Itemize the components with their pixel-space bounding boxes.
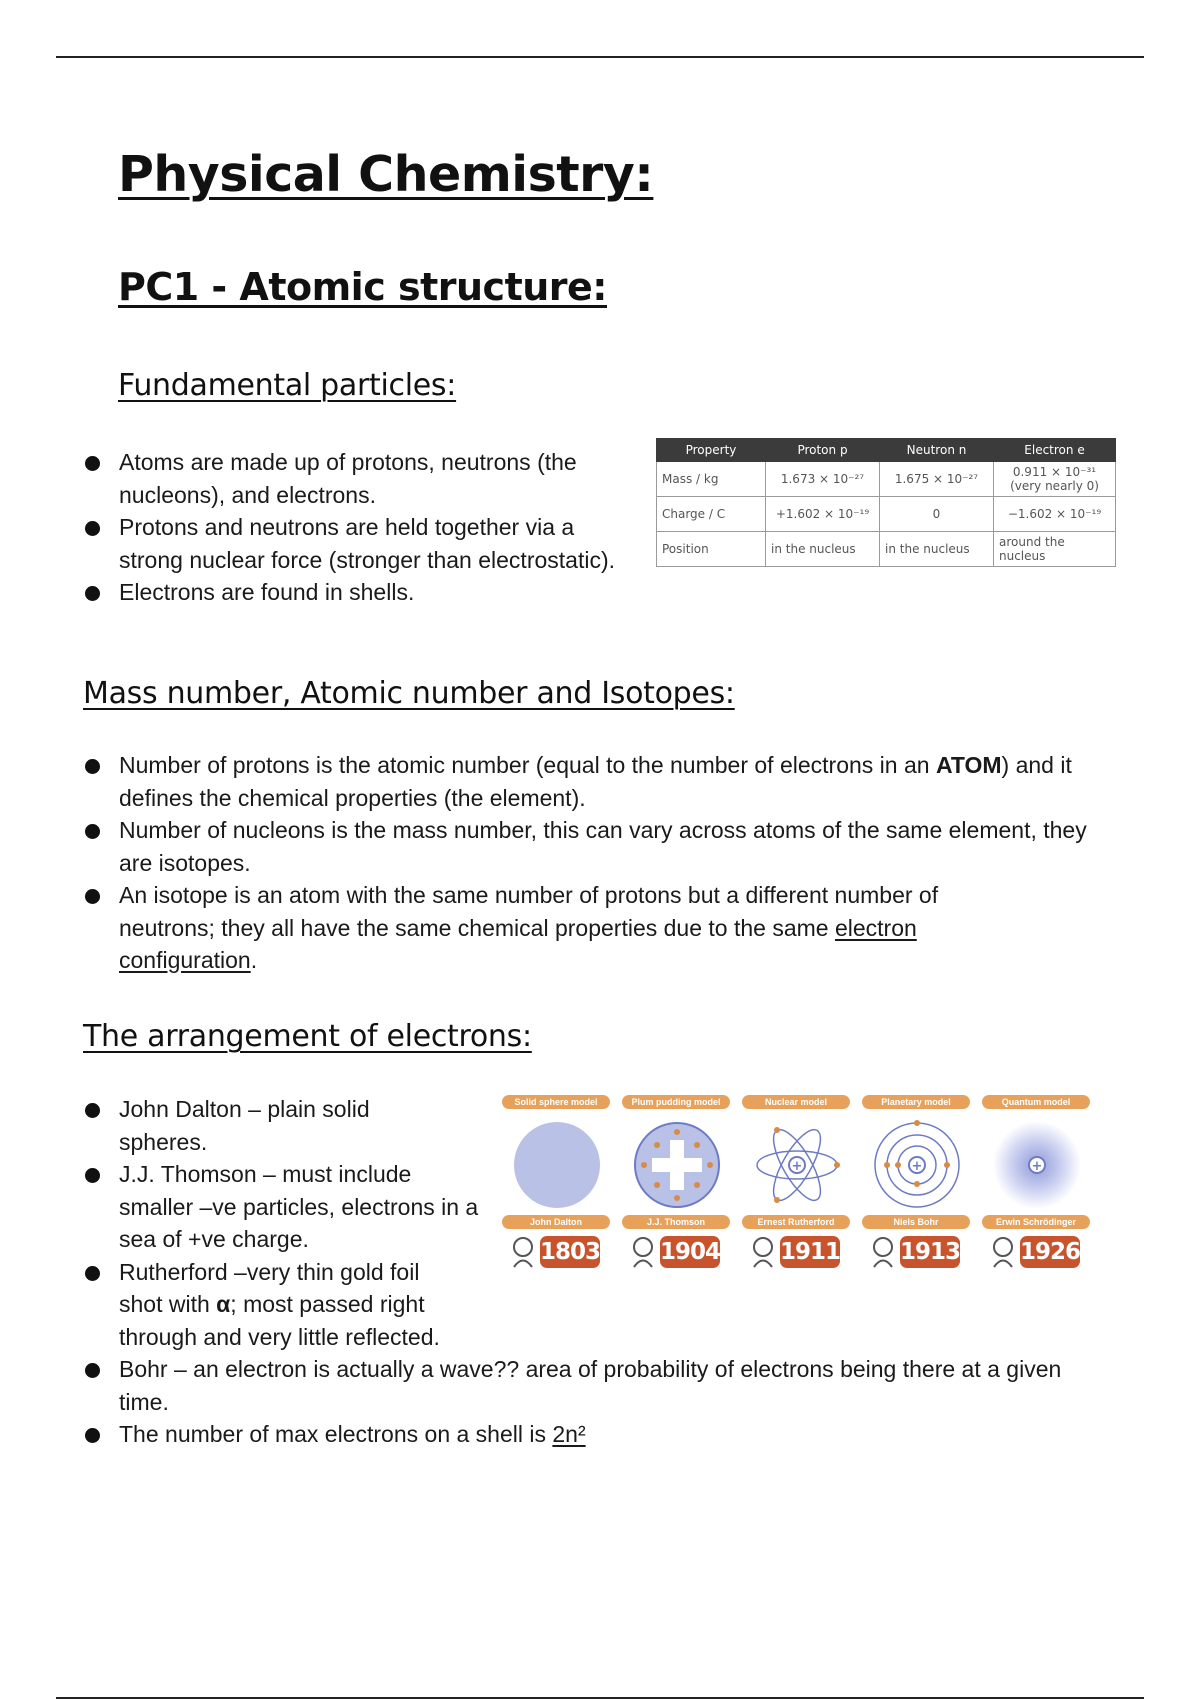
list-item: Number of nucleons is the mass number, this can vary across atoms of the same element, they are isotopes.	[85, 814, 1125, 879]
list-item: John Dalton – plain solid spheres.	[85, 1093, 485, 1158]
text-segment: An isotope is an atom with the same number of protons but a different number of neutrons; they all have the same chemical properties due to the same	[119, 882, 939, 941]
list-item: J.J. Thomson – must include smaller –ve particles, electrons in a sea of +ve charge.	[85, 1158, 485, 1256]
mass-bullets	[85, 749, 1125, 977]
page-subtitle: PC1 - Atomic structure:	[118, 265, 607, 309]
svg-text:+: +	[1031, 1159, 1043, 1174]
table-cell: Charge / C	[657, 497, 766, 532]
scientist-portrait-icon	[870, 1234, 896, 1268]
top-rule	[56, 56, 1144, 58]
list-item: Atoms are made up of protons, neutrons (the nucleons), and electrons.	[85, 446, 625, 511]
text-segment: Number of protons is the atomic number (equal to the number of electrons in an	[119, 752, 936, 778]
bold-term: ATOM	[935, 752, 1002, 778]
list-item: Bohr – an electron is actually a wave?? area of probability of electrons being there at a given time.	[85, 1353, 1075, 1418]
heading-fundamental-particles: Fundamental particles:	[118, 368, 457, 403]
heading-mass-number: Mass number, Atomic number and Isotopes:	[83, 676, 735, 711]
formula: 2n²	[552, 1421, 586, 1447]
scientist-portrait-icon	[510, 1234, 536, 1268]
underlined-term: electron configuration	[119, 914, 917, 973]
model-label: Solid sphere model	[502, 1095, 610, 1109]
scientist-label: John Dalton	[502, 1215, 610, 1229]
table-header-row	[657, 439, 1116, 462]
arrangement-bullets-narrow	[85, 1093, 485, 1353]
model-label: Nuclear model	[742, 1095, 850, 1109]
table-cell: Mass / kg	[657, 462, 766, 497]
text-segment: ) and it defines the chemical properties (the element).	[119, 752, 1072, 811]
list-item	[85, 879, 1125, 977]
table-cell: +1.602 × 10⁻¹⁹	[766, 497, 880, 532]
table-cell: around the nucleus	[994, 532, 1116, 567]
model-label: Planetary model	[862, 1095, 970, 1109]
particle-table	[656, 438, 1116, 567]
table-cell: 1.673 × 10⁻²⁷	[766, 462, 880, 497]
atomic-models-figure	[496, 1090, 1100, 1280]
list-item	[85, 749, 1125, 814]
year-badge: 1803	[540, 1236, 600, 1268]
table-cell: in the nucleus	[880, 532, 994, 567]
table-cell: Position	[657, 532, 766, 567]
scientist-label: Erwin Schrödinger	[982, 1215, 1090, 1229]
alpha-symbol: α	[216, 1291, 231, 1317]
fundamental-bullets	[85, 446, 625, 609]
page-title: Physical Chemistry:	[118, 146, 654, 203]
table-row	[657, 462, 1116, 497]
column-header: Property	[657, 439, 766, 462]
model-label: Quantum model	[982, 1095, 1090, 1109]
table-cell: −1.602 × 10⁻¹⁹	[994, 497, 1116, 532]
year-badge: 1904	[660, 1236, 720, 1268]
text-segment: .	[250, 947, 258, 973]
text-segment: Rutherford –very thin gold foil shot with	[119, 1258, 420, 1317]
quantum-model-icon	[992, 1120, 1082, 1210]
table-cell: 0.911 × 10⁻³¹ (very nearly 0)	[994, 462, 1116, 497]
column-header: Electron e	[994, 439, 1116, 462]
scientist-portrait-icon	[750, 1234, 776, 1268]
table-cell: in the nucleus	[766, 532, 880, 567]
list-item	[85, 1418, 1075, 1451]
scientist-portrait-icon	[990, 1234, 1016, 1268]
year-badge: 1913	[900, 1236, 960, 1268]
list-item: Protons and neutrons are held together via a strong nuclear force (stronger than electrostatic).	[85, 511, 625, 576]
svg-text:+: +	[791, 1159, 803, 1174]
table-row	[657, 532, 1116, 567]
nuclear-model-icon	[752, 1120, 842, 1210]
scientist-label: J.J. Thomson	[622, 1215, 730, 1229]
scientist-portrait-icon	[630, 1234, 656, 1268]
bottom-rule	[56, 1697, 1144, 1699]
year-badge: 1911	[780, 1236, 840, 1268]
planetary-model-icon	[872, 1120, 962, 1210]
model-label: Plum pudding model	[622, 1095, 730, 1109]
arrangement-bullets-wide	[85, 1353, 1075, 1451]
column-header: Neutron n	[880, 439, 994, 462]
text-segment: The number of max electrons on a shell is	[119, 1421, 553, 1447]
table-cell: 0	[880, 497, 994, 532]
plum-pudding-model-icon	[632, 1120, 722, 1210]
svg-text:+: +	[911, 1159, 923, 1174]
scientist-label: Niels Bohr	[862, 1215, 970, 1229]
solid-sphere-model-icon	[512, 1120, 602, 1210]
table-cell: 1.675 × 10⁻²⁷	[880, 462, 994, 497]
scientist-label: Ernest Rutherford	[742, 1215, 850, 1229]
text-segment: ; most passed right through and very little reflected.	[119, 1291, 440, 1350]
table-row	[657, 497, 1116, 532]
list-item	[85, 1256, 485, 1354]
list-item: Electrons are found in shells.	[85, 576, 625, 609]
year-badge: 1926	[1020, 1236, 1080, 1268]
heading-arrangement: The arrangement of electrons:	[83, 1019, 532, 1054]
column-header: Proton p	[766, 439, 880, 462]
